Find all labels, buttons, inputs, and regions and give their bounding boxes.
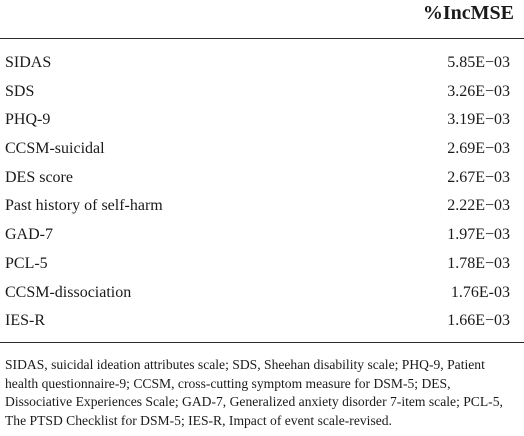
table-bottom-divider [0,342,524,343]
row-value: 1.66E−03 [447,312,510,330]
row-label: GAD-7 [5,226,53,244]
row-value: 3.19E−03 [447,111,510,129]
row-value: 1.76E-03 [450,283,510,301]
table-footnote: SIDAS, suicidal ideation attributes scale; SDS, Sheehan disability scale; PHQ-9, Patient health questionnaire-9; CCSM, cross-cutting symptom measure for DSM-5; DES, Dissociative Experiences Scale; GAD-7, Generalized anxiety disorder 7-item scale; PCL-5, The PTSD Checklist for DSM-5; IES-R, Impact of event scale-revised. [5,357,503,428]
table-row [0,52,524,81]
table-row [0,310,524,339]
table-row [0,81,524,110]
row-label: PCL-5 [5,254,48,272]
table-row [0,224,524,253]
row-label: Past history of self-harm [5,197,163,215]
table-header-row [0,0,524,39]
table-row [0,167,524,196]
row-label: SIDAS [5,54,52,71]
row-value: 2.69E−03 [447,140,510,158]
column-header-incmse: %IncMSE [422,2,514,24]
row-label: DES score [5,168,73,186]
table-row [0,253,524,282]
row-value: 5.85E−03 [447,54,510,71]
table-row [0,138,524,167]
table-body [0,39,524,339]
row-value: 3.26E−03 [447,82,510,100]
row-label: IES-R [5,312,45,330]
row-label: SDS [5,82,35,100]
row-value: 1.78E−03 [447,254,510,272]
table-row [0,195,524,224]
table-row [0,282,524,311]
row-label: CCSM-suicidal [5,140,105,158]
row-label: PHQ-9 [5,111,51,129]
row-value: 2.67E−03 [447,168,510,186]
row-value: 1.97E−03 [447,226,510,244]
table-row [0,109,524,138]
row-label: CCSM-dissociation [5,283,132,301]
row-value: 2.22E−03 [447,197,510,215]
